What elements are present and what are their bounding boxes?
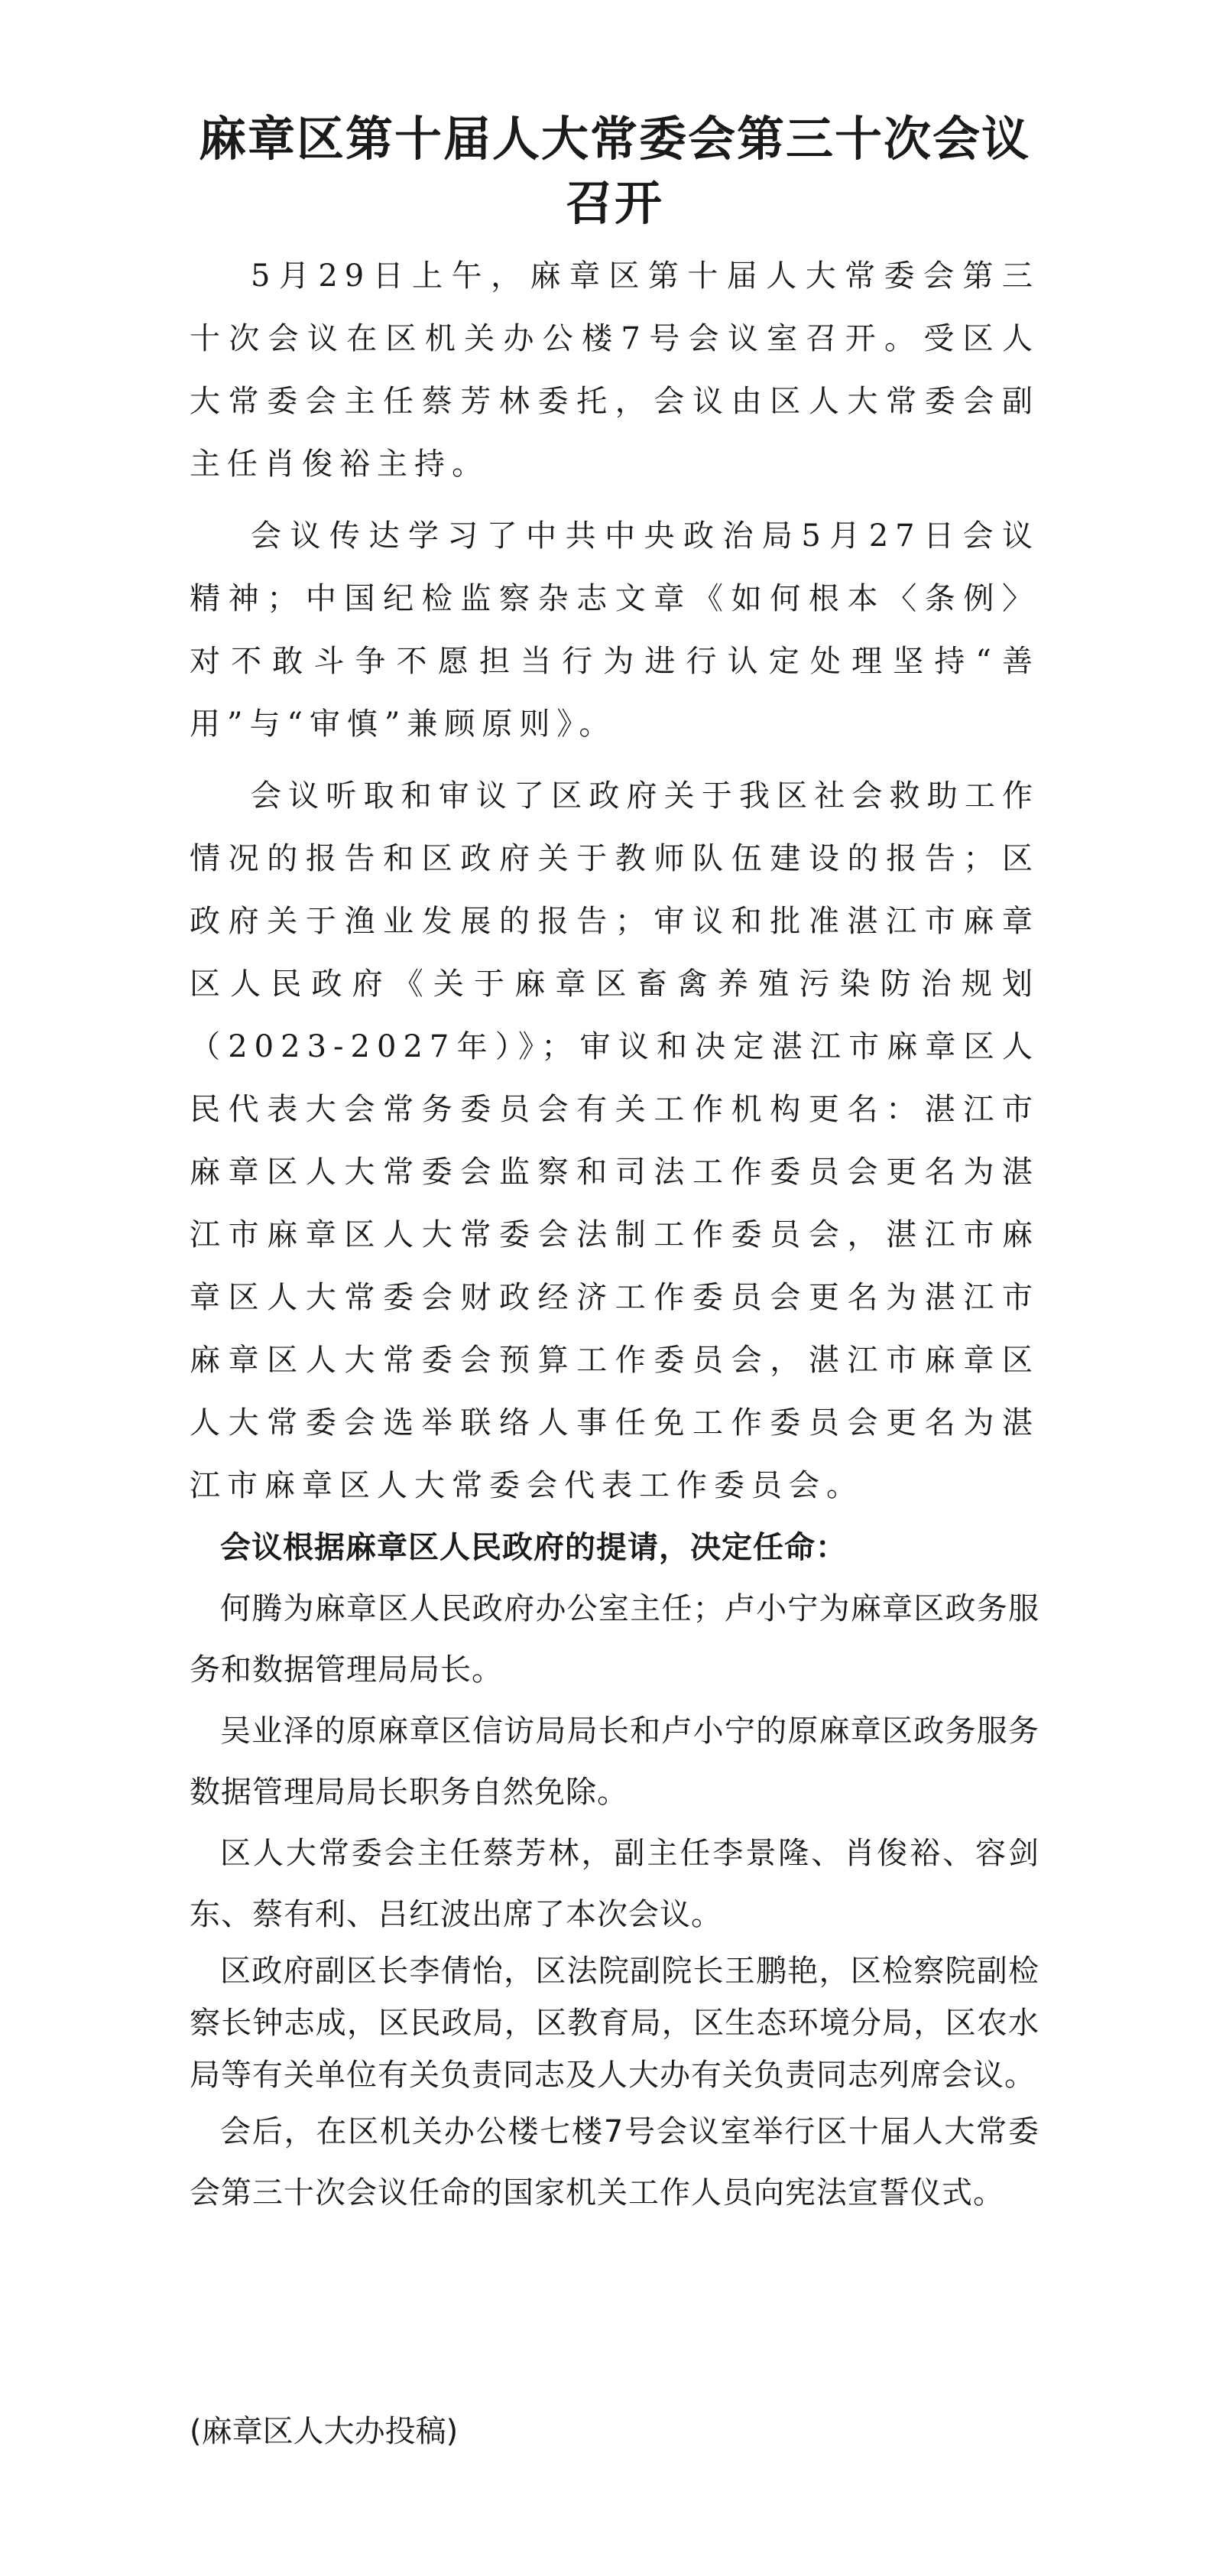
paragraph-study: 会议传达学习了中共中央政治局5月27日会议精神；中国纪检监察杂志文章《如何根本〈条例〉对不敢斗争不愿担当行为进行认定处理坚持“善用”与“审慎”兼顾原则》。 (190, 518, 1039, 742)
paragraph-observers: 区政府副区长李倩怡，区法院副院长王鹏艳，区检察院副检察长钟志成，区民政局，区教育局，区生态环境分局，区农水局等有关单位有关负责同志及人大办有关负责同志列席会议。 (190, 1954, 1039, 2093)
article-title-line-1: 麻章区第十届人大常委会第三十次会议 (198, 111, 1030, 167)
paragraph-removals: 吴业泽的原麻章区信访局局长和卢小宁的原麻章区政务服务数据管理局局长职务自然免除。 (190, 1714, 1039, 1810)
paragraph-appointment-intro: 会议根据麻章区人民政府的提请，决定任命： (220, 1530, 847, 1565)
article-source: (麻章区人大办投稿) (190, 2414, 459, 2449)
paragraph-reports: 会议听取和审议了区政府关于我区社会救助工作情况的报告和区政府关于教师队伍建设的报告；区政府关于渔业发展的报告；审议和批准湛江市麻章区人民政府《关于麻章区畜禽养殖污染防治规划（2023-2027年）》；审议和决定湛江市麻章区人民代表大会常务委员会有关工作机构更名：湛江市麻章区人大常委会监察和司法工作委员会更名为湛江市麻章区人大常委会法制工作委员会，湛江市麻章区人大常委会财政经济工作委员会更名为湛江市麻章区人大常委会预算工作委员会，湛江市麻章区人大常委会选举联络人事任免工作委员会更名为湛江市麻章区人大常委会代表工作委员会。 (190, 778, 1039, 1503)
article (190, 107, 1039, 2224)
paragraph-attendees: 区人大常委会主任蔡芳林，副主任李景隆、肖俊裕、容剑东、蔡有利、吕红波出席了本次会议。 (190, 1836, 1039, 1932)
article-title-line-2: 召开 (565, 175, 663, 231)
paragraph-oath-ceremony: 会后，在区机关办公楼七楼7号会议室举行区十届人大常委会第三十次会议任命的国家机关工作人员向宪法宣誓仪式。 (190, 2114, 1039, 2211)
paragraph-meeting-opening: 5月29日上午，麻章区第十届人大常委会第三十次会议在区机关办公楼7号会议室召开。受区人大常委会主任蔡芳林委托，会议由区人大常委会副主任肖俊裕主持。 (190, 258, 1039, 482)
article-title (190, 107, 1039, 236)
paragraph-appointments: 何腾为麻章区人民政府办公室主任；卢小宁为麻章区政务服务和数据管理局局长。 (190, 1591, 1039, 1688)
